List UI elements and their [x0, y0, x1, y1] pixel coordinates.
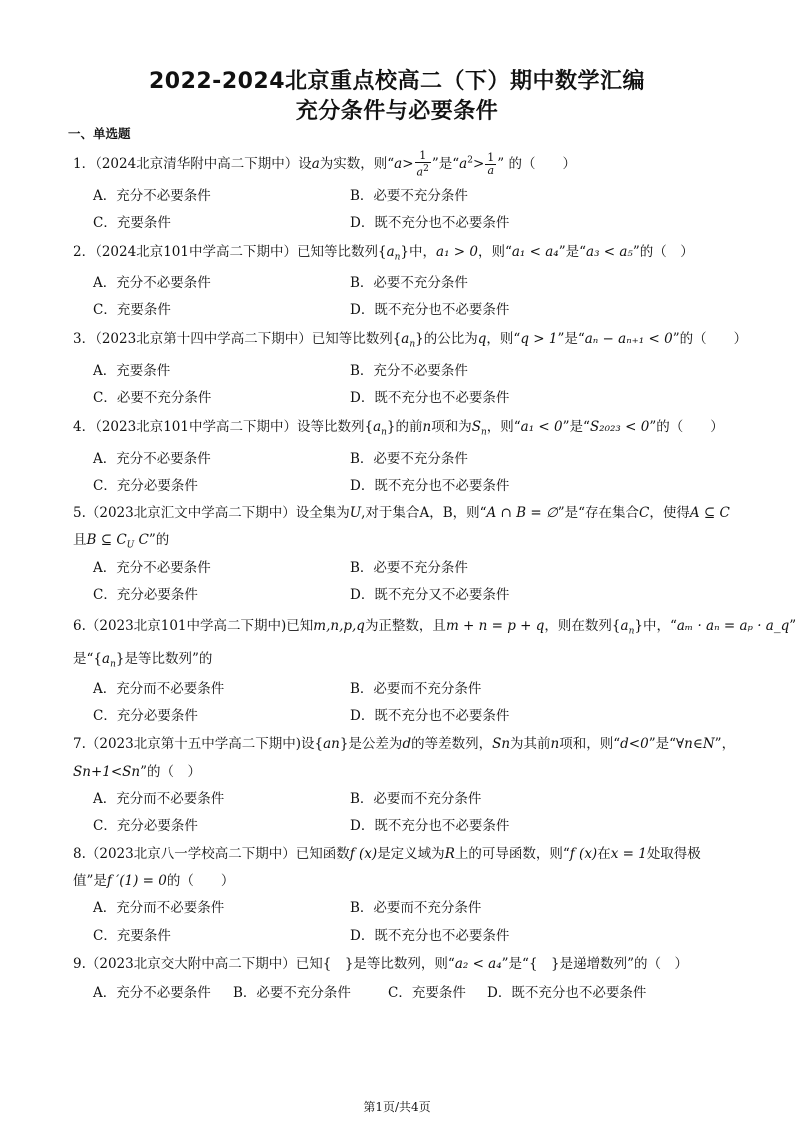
document-subtitle: 充分条件与必要条件: [295, 99, 499, 124]
q9-option-d[interactable]: D．既不充分也不必要条件: [487, 985, 647, 1001]
fraction-1-over-a: $\frac{1}{a}$: [487, 150, 495, 177]
q4-option-c[interactable]: C．充分必要条件: [93, 478, 198, 494]
q8-option-d[interactable]: D．既不充分也不必要条件: [350, 928, 510, 944]
q6-option-c[interactable]: C．充分必要条件: [93, 708, 198, 724]
q6-option-b[interactable]: B．必要而不充分条件: [350, 681, 482, 697]
q3-option-b[interactable]: B．充分不必要条件: [350, 363, 468, 379]
q7-option-b[interactable]: B．必要而不充分条件: [350, 791, 482, 807]
q5-option-c[interactable]: C．充分必要条件: [93, 587, 198, 603]
q5-option-a[interactable]: A．充分不必要条件: [93, 560, 211, 576]
question-7-continued: Sn+1<Sn”的（ ）: [73, 764, 202, 780]
q9-option-a[interactable]: A．充分不必要条件: [93, 985, 211, 1001]
q6-option-a[interactable]: A．充分而不必要条件: [93, 681, 225, 697]
section-label: 一、单选题: [68, 126, 131, 141]
question-3: 3．（2023北京第十四中学高二下期中）已知等比数列$\{a_n\}$的公比为q，则“q > 1”是“aₙ − aₙ₊₁ < 0”的（ ）: [73, 331, 748, 350]
q4-option-a[interactable]: A．充分不必要条件: [93, 451, 211, 467]
q2-option-d[interactable]: D．既不充分也不必要条件: [350, 302, 510, 318]
q2-option-b[interactable]: B．必要不充分条件: [350, 275, 468, 291]
q1-option-c[interactable]: C．充要条件: [93, 215, 171, 231]
question-6: 6.（2023北京101中学高二下期中)已知m,n,p,q为正整数，且m + n = p + q，则在数列$\{a_n\}$中，“aₘ · aₙ = aₚ · a_q”: [73, 618, 796, 637]
question-2: 2．（2024北京101中学高二下期中）已知等比数列$\{a_n\}$中，a₁ > 0，则“a₁ < a₄”是“a₃ < a₅”的（ ）: [73, 244, 694, 263]
question-5: 5.（2023北京汇文中学高二下期中）设全集为U,对于集合A，B，则“A ∩ B = ∅”是“存在集合C，使得A ⊆ C: [73, 505, 730, 521]
q8-option-c[interactable]: C．充要条件: [93, 928, 171, 944]
q7-option-a[interactable]: A．充分而不必要条件: [93, 791, 225, 807]
q4-option-d[interactable]: D．既不充分也不必要条件: [350, 478, 510, 494]
q7-option-c[interactable]: C．充分必要条件: [93, 818, 198, 834]
question-1: 1．（2024北京清华附中高二下期中）设a为实数，则“a> $\frac{1}{a^2}$ ”是“$a^2>$ $\frac{1}{a}$ ” 的（ ）: [73, 149, 576, 179]
question-8-continued: 值”是f ′(1) = 0的（ ）: [73, 873, 235, 889]
question-6-continued: 是“$\{a_n\}$是等比数列”的: [73, 651, 213, 670]
q8-option-a[interactable]: A．充分而不必要条件: [93, 900, 225, 916]
q9-option-c[interactable]: C．充要条件: [388, 985, 466, 1001]
q6-option-d[interactable]: D．既不充分也不必要条件: [350, 708, 510, 724]
page-footer: 第1页/共4页: [363, 1100, 431, 1114]
q4-option-b[interactable]: B．必要不充分条件: [350, 451, 468, 467]
question-9: 9.（2023北京交大附中高二下期中）已知{ }是等比数列，则“a₂ < a₄”是“{ }是递增数列”的（ ）: [73, 956, 689, 972]
question-7: 7.（2023北京第十五中学高二下期中)设{an}是公差为d的等差数列，Sn为其前n项和，则“d<0”是“∀n∈N”，: [73, 736, 736, 752]
question-8: 8.（2023北京八一学校高二下期中）已知函数f (x)是定义域为R上的可导函数，则“f (x)在x = 1处取得极: [73, 846, 701, 862]
q1-option-a[interactable]: A．充分不必要条件: [93, 188, 211, 204]
fraction-1-over-a2: $\frac{1}{a^2}$: [416, 149, 429, 179]
q1-option-d[interactable]: D．既不充分也不必要条件: [350, 215, 510, 231]
question-5-continued: 且B ⊆ $C_U$ C”的: [73, 532, 170, 551]
document-title: 2022-2024北京重点校高二（下）期中数学汇编: [148, 69, 646, 94]
q5-option-b[interactable]: B．必要不充分条件: [350, 560, 468, 576]
question-4: 4．（2023北京101中学高二下期中）设等比数列$\{a_n\}$的前n项和为$S_n$，则“a₁ < 0”是“S₂₀₂₃ < 0”的（ ）: [73, 419, 724, 438]
q5-option-d[interactable]: D．既不充分又不必要条件: [350, 587, 510, 603]
q3-option-d[interactable]: D．既不充分也不必要条件: [350, 390, 510, 406]
q8-option-b[interactable]: B．必要而不充分条件: [350, 900, 482, 916]
q7-option-d[interactable]: D．既不充分也不必要条件: [350, 818, 510, 834]
q2-option-a[interactable]: A．充分不必要条件: [93, 275, 211, 291]
q1-option-b[interactable]: B．必要不充分条件: [350, 188, 468, 204]
q3-option-c[interactable]: C．必要不充分条件: [93, 390, 212, 406]
q3-option-a[interactable]: A．充要条件: [93, 363, 171, 379]
q2-option-c[interactable]: C．充要条件: [93, 302, 171, 318]
q9-option-b[interactable]: B．必要不充分条件: [233, 985, 351, 1001]
